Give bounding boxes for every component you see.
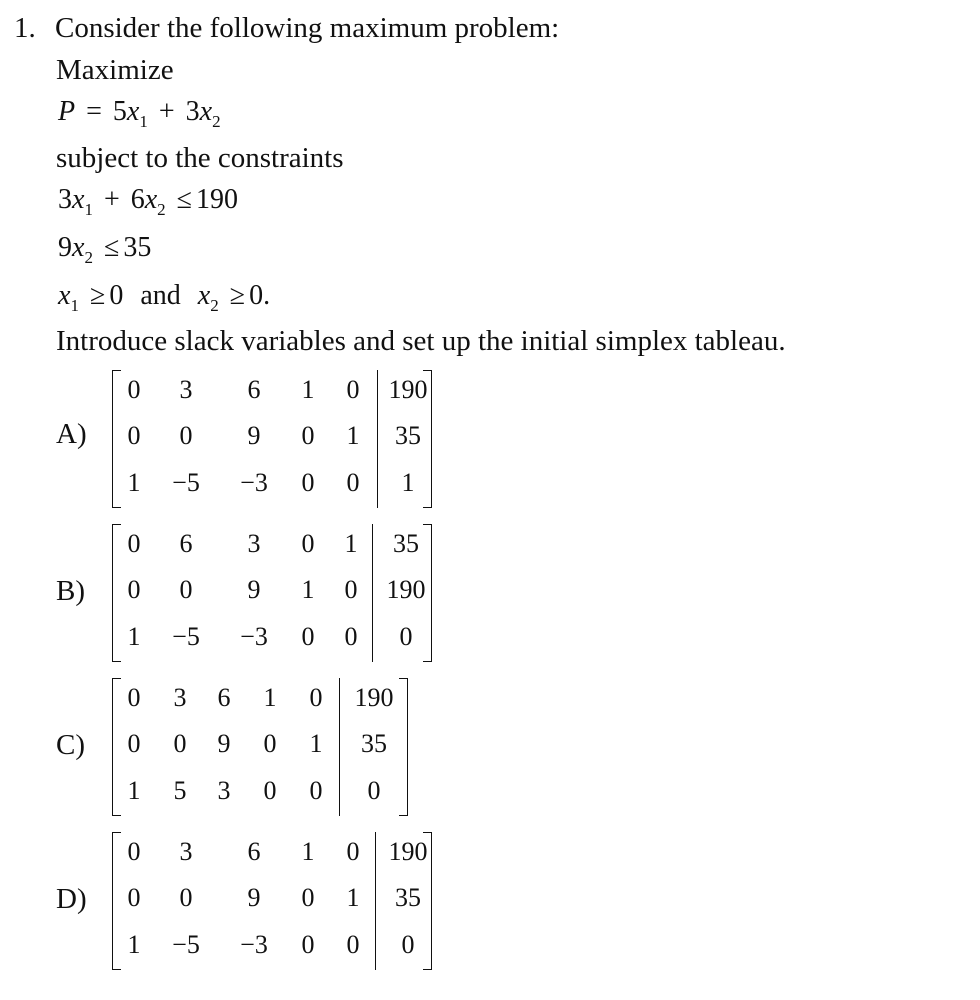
option-a-label[interactable]: A)	[56, 418, 87, 450]
left-bracket	[112, 832, 121, 970]
cell: 0	[301, 421, 315, 450]
cell: 0	[301, 622, 315, 651]
cell: 0	[346, 930, 360, 959]
option-c-matrix[interactable]	[112, 678, 408, 816]
cell: 0	[263, 729, 277, 758]
cell: 1	[401, 468, 415, 497]
var-2: x	[199, 96, 213, 127]
constraint-2	[58, 232, 152, 267]
cell: 3	[217, 776, 231, 805]
cell: 9	[217, 729, 231, 758]
cell: 190	[354, 683, 394, 712]
cell: −5	[172, 468, 200, 497]
geq-sign-1: ≥	[89, 280, 106, 311]
var: x	[72, 232, 85, 263]
nonnegativity	[58, 280, 271, 315]
cell: 1	[263, 683, 277, 712]
cell: 1	[344, 529, 358, 558]
cell: 0	[309, 683, 323, 712]
augment-bar	[377, 370, 378, 508]
leq-sign: ≤	[103, 232, 120, 263]
cell: −5	[172, 622, 200, 651]
cell: 0	[346, 837, 360, 866]
left-bracket	[112, 370, 121, 508]
cell: 0	[127, 883, 141, 912]
cell: 35	[393, 529, 419, 558]
cell: 0	[344, 575, 358, 604]
augment-bar	[372, 524, 373, 662]
cell: 0	[399, 622, 413, 651]
objective-label: Maximize	[56, 54, 174, 86]
cell: 190	[388, 837, 428, 866]
question-number: 1.	[14, 12, 36, 44]
cell: 6	[217, 683, 231, 712]
cell: 1	[346, 883, 360, 912]
cell: 0	[401, 930, 415, 959]
cell: 9	[247, 575, 261, 604]
cell: 0	[127, 683, 141, 712]
cell: 0	[179, 421, 193, 450]
option-b-label[interactable]: B)	[56, 575, 85, 607]
cell: 0	[344, 622, 358, 651]
cell: 35	[395, 421, 421, 450]
cell: 1	[127, 930, 141, 959]
cell: 1	[309, 729, 323, 758]
question-header	[14, 14, 559, 43]
cell: 3	[179, 837, 193, 866]
sub-1: 1	[70, 296, 79, 315]
and-text: and	[140, 280, 181, 311]
sub-1: 1	[84, 200, 93, 219]
cell: 0	[301, 529, 315, 558]
plus-sign: +	[158, 96, 175, 127]
cell: 0	[346, 468, 360, 497]
cell: 0	[127, 575, 141, 604]
cell: 3	[173, 683, 187, 712]
option-d-matrix[interactable]	[112, 832, 432, 970]
leq-sign: ≤	[176, 184, 193, 215]
sub-1: 1	[139, 112, 148, 131]
cell: 3	[179, 375, 193, 404]
coef: 9	[58, 232, 72, 263]
cell: −3	[240, 930, 268, 959]
cell: 5	[173, 776, 187, 805]
cell: 190	[386, 575, 426, 604]
var-1: x	[72, 184, 85, 215]
cell: 0	[263, 776, 277, 805]
option-b-matrix[interactable]	[112, 524, 432, 662]
equals-sign: =	[86, 96, 102, 127]
instruction: Introduce slack variables and set up the initial simplex tableau.	[56, 325, 786, 357]
rhs: 190	[196, 184, 239, 215]
cell: 6	[247, 837, 261, 866]
coef-1: 5	[112, 96, 127, 127]
cell: 0	[367, 776, 381, 805]
sub-2: 2	[212, 112, 221, 131]
cell: 1	[301, 575, 315, 604]
coef-2: 3	[185, 96, 200, 127]
cell: 35	[361, 729, 387, 758]
cell: 1	[127, 776, 141, 805]
var-2: x	[144, 184, 158, 215]
question-prompt: Consider the following maximum problem:	[55, 12, 560, 44]
cell: 1	[346, 421, 360, 450]
zero-1: 0	[109, 280, 124, 311]
plus-sign: +	[103, 184, 120, 215]
cell: 0	[346, 375, 360, 404]
cell: 0	[301, 883, 315, 912]
cell: 0	[127, 729, 141, 758]
constraint-1	[58, 184, 239, 219]
constraints-label: subject to the constraints	[56, 142, 344, 174]
cell: 0	[173, 729, 187, 758]
left-bracket	[112, 524, 121, 662]
cell: 9	[247, 421, 261, 450]
rhs: 35	[123, 232, 152, 263]
cell: 1	[127, 468, 141, 497]
cell: 0	[127, 375, 141, 404]
augment-bar	[375, 832, 376, 970]
cell: 190	[388, 375, 428, 404]
cell: 0	[127, 837, 141, 866]
objective-lhs: P	[58, 96, 76, 127]
cell: 0	[179, 883, 193, 912]
var-2: x	[197, 280, 211, 311]
sub-2: 2	[157, 200, 166, 219]
cell: −3	[240, 622, 268, 651]
cell: −3	[240, 468, 268, 497]
cell: 0	[301, 468, 315, 497]
cell: 0	[309, 776, 323, 805]
coef-2: 6	[130, 184, 145, 215]
cell: 3	[247, 529, 261, 558]
cell: 1	[301, 837, 315, 866]
cell: 0	[301, 930, 315, 959]
cell: 6	[247, 375, 261, 404]
coef-1: 3	[58, 184, 72, 215]
augment-bar	[339, 678, 340, 816]
zero-2: 0.	[249, 280, 271, 311]
cell: 35	[395, 883, 421, 912]
cell: 0	[127, 421, 141, 450]
option-c-label[interactable]: C)	[56, 729, 85, 761]
cell: 6	[179, 529, 193, 558]
option-a-matrix[interactable]	[112, 370, 432, 508]
cell: 1	[127, 622, 141, 651]
var-1: x	[58, 280, 71, 311]
sub: 2	[84, 248, 93, 267]
right-bracket	[399, 678, 408, 816]
cell: 0	[127, 529, 141, 558]
var-1: x	[126, 96, 140, 127]
objective-function	[58, 96, 221, 131]
cell: 9	[247, 883, 261, 912]
sub-2: 2	[210, 296, 219, 315]
cell: 1	[301, 375, 315, 404]
option-d-label[interactable]: D)	[56, 883, 87, 915]
geq-sign-2: ≥	[229, 280, 246, 311]
cell: −5	[172, 930, 200, 959]
left-bracket	[112, 678, 121, 816]
cell: 0	[179, 575, 193, 604]
